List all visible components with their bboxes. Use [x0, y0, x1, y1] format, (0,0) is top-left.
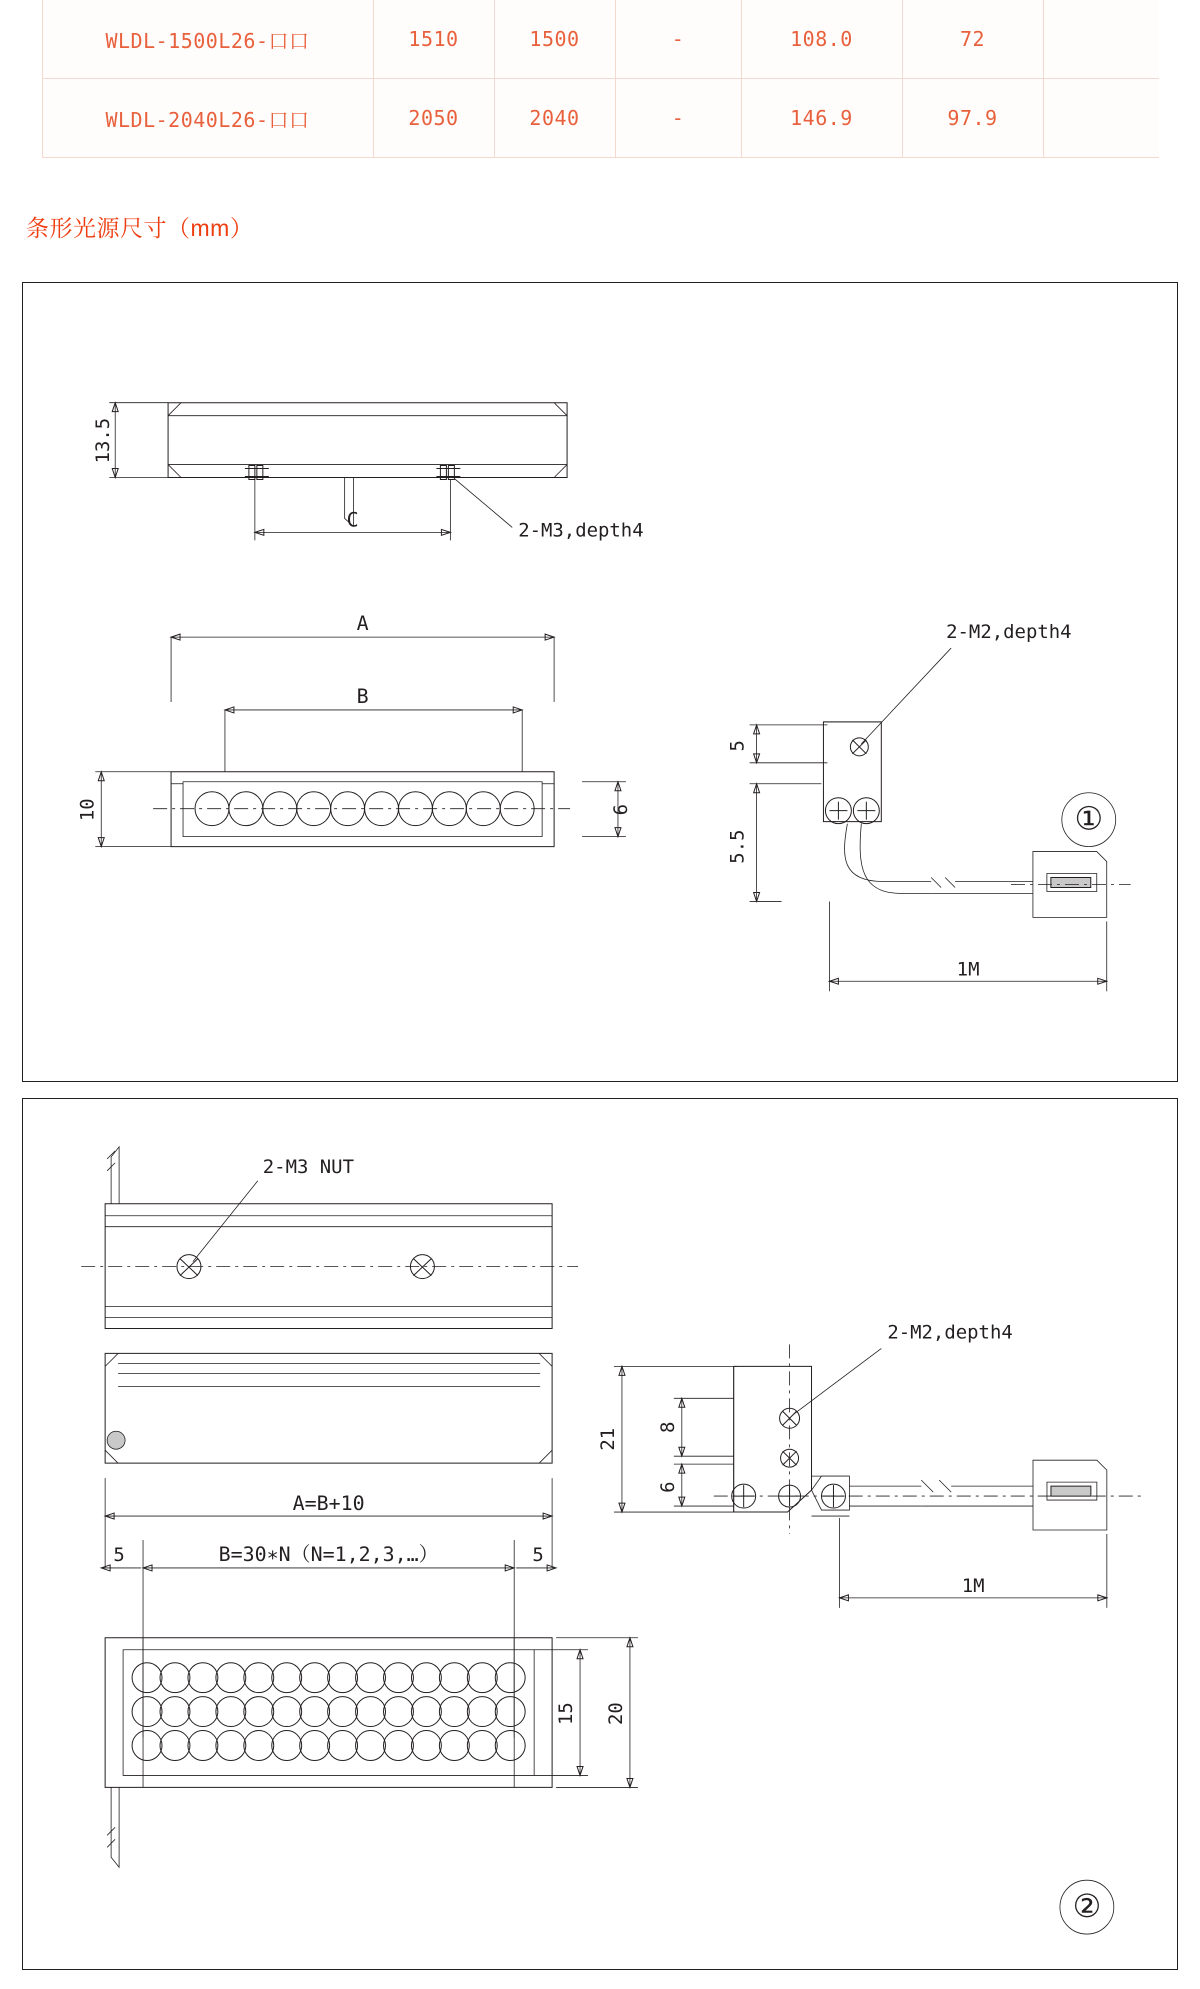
- figure-index-2: ②: [1072, 1887, 1102, 1926]
- label-6-b: 6: [656, 1481, 679, 1493]
- cell-c: -: [615, 0, 741, 79]
- spec-table: [42, 0, 1159, 158]
- label-15: 15: [555, 1702, 578, 1725]
- cell-current: 72: [902, 0, 1043, 79]
- label-1m: 1M: [956, 958, 980, 981]
- cell-model: WLDL-2040L26-口口: [42, 79, 373, 158]
- label-5-right: 5: [532, 1543, 544, 1566]
- label-2m2-depth4: 2-M2,depth4: [946, 621, 1072, 644]
- label-5-left: 5: [113, 1543, 125, 1566]
- cell-current: 97.9: [902, 79, 1043, 158]
- label-20: 20: [604, 1702, 627, 1725]
- section-title: 条形光源尺寸（mm）: [26, 215, 254, 241]
- cell-a: 1510: [373, 0, 494, 79]
- figure-index-1: ①: [1074, 799, 1104, 838]
- label-2m3-nut: 2-M3 NUT: [262, 1155, 354, 1178]
- label-2m3-depth4: 2-M3,depth4: [518, 519, 644, 542]
- label-6: 6: [609, 803, 632, 816]
- cell-extra: [1043, 0, 1159, 79]
- table-row: [42, 0, 1159, 79]
- label-8: 8: [656, 1421, 679, 1433]
- label-c: C: [346, 507, 359, 532]
- dimension-drawing-1: [22, 282, 1178, 1082]
- table-row: [42, 79, 1159, 158]
- cell-model: WLDL-1500L26-口口: [42, 0, 373, 79]
- label-5: 5: [726, 740, 749, 752]
- label-21: 21: [596, 1427, 619, 1451]
- label-height-135: 13.5: [92, 417, 115, 464]
- label-a-equals: A=B+10: [292, 1491, 365, 1516]
- label-a: A: [356, 611, 369, 636]
- label-b: B: [356, 683, 369, 708]
- cell-b: 2040: [494, 79, 615, 158]
- label-2m2-depth4-b: 2-M2,depth4: [887, 1321, 1013, 1344]
- cell-a: 2050: [373, 79, 494, 158]
- dimension-drawing-2: [22, 1098, 1178, 1970]
- cell-power: 108.0: [741, 0, 902, 79]
- cell-c: -: [615, 79, 741, 158]
- label-b-equals: B=30∗N（N=1,2,3,…）: [218, 1541, 439, 1566]
- label-1m-b: 1M: [961, 1574, 985, 1597]
- cell-power: 146.9: [741, 79, 902, 158]
- cell-extra: [1043, 79, 1159, 158]
- cell-b: 1500: [494, 0, 615, 79]
- label-55: 5.5: [726, 829, 749, 864]
- label-10: 10: [76, 798, 99, 822]
